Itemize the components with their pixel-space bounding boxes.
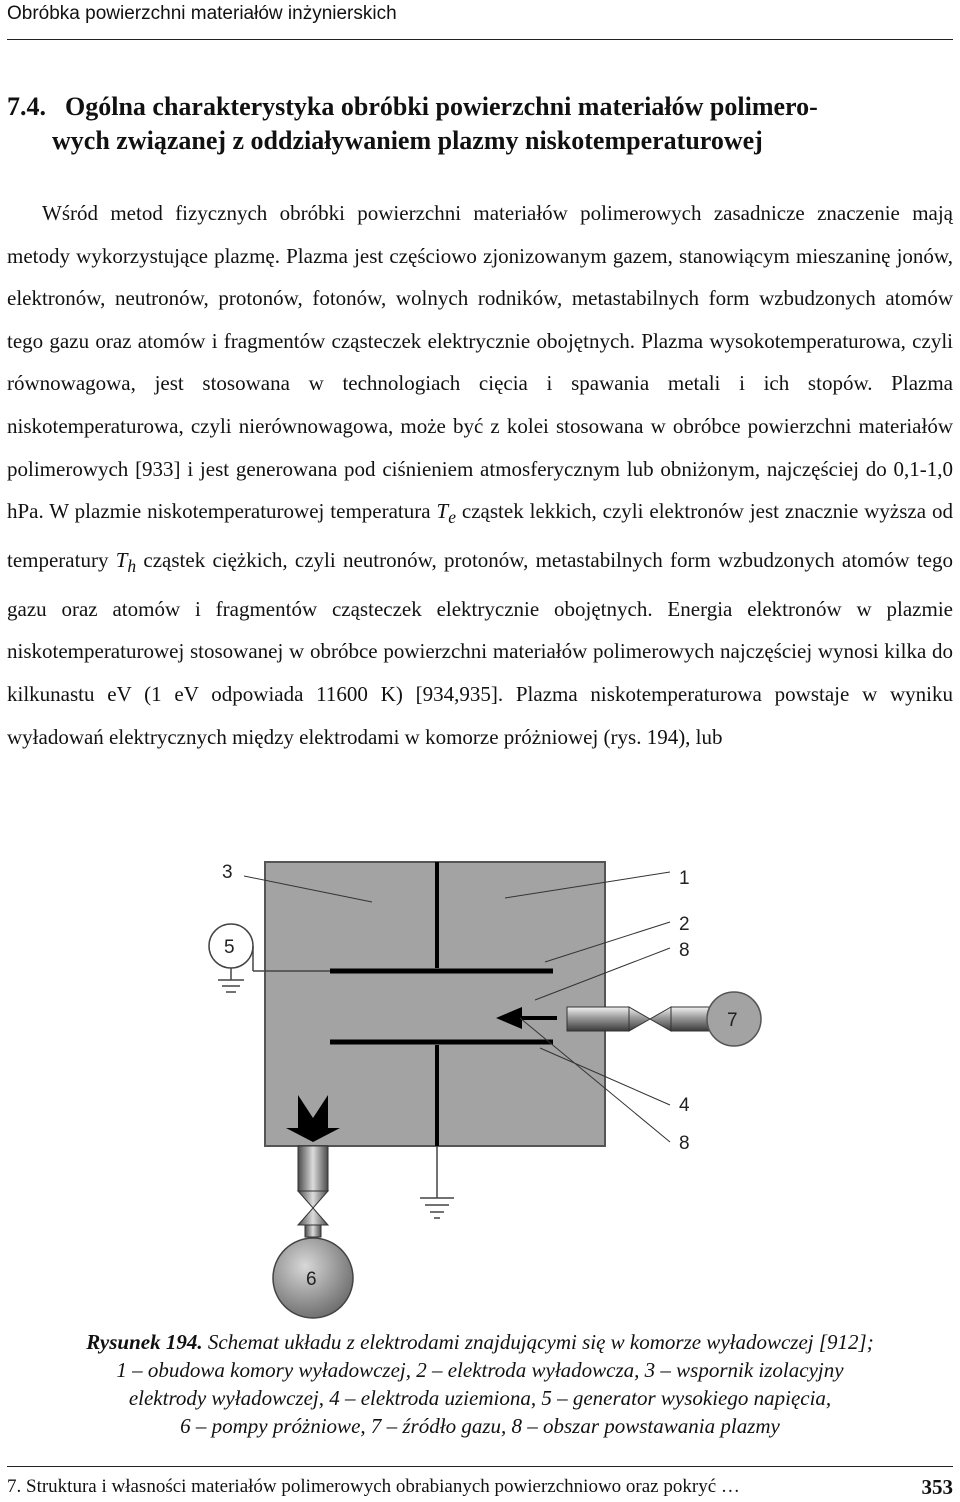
te-subscript: e [448, 507, 456, 528]
page-footer [7, 1466, 953, 1499]
pump-pipe-lower [305, 1225, 321, 1237]
caption-label: Rysunek 194. [86, 1330, 203, 1354]
paragraph-part1: Wśród metod fizycznych obróbki powierzchni materiałów polimerowych zasadnicze znaczenie mają metody wykorzystujące plazmę. Plazma jest częściowo zjonizowanym gazem, stanowiącym mieszaninę jonów, elektronów, neutronów, protonów, fotonów, wolnych rodników, metastabilnych form wzbudzonych atomów tego gazu oraz atomów i fragmentów cząsteczek elektrycznie obojętnych. Plazma wysokotemperaturowa, czyli równowagowa, jest stosowana w technologiach cięcia i spawania metali i ich stopów. Plazma niskotemperaturowa, czyli nierównowagowa, może być z kolei stosowana w obróbce powierzchni materiałów polimerowych [933] i jest generowana pod ciśnieniem atmosferycznym lub obniżonym, najczęściej do 0,1-1,0 hPa. W plazmie niskotemperaturowej temperatura [7, 201, 953, 524]
gas-source-cylinder [567, 1007, 629, 1031]
section-heading [7, 90, 953, 158]
gas-valve-2 [650, 1007, 671, 1031]
paragraph-part3: cząstek ciężkich, czyli neutronów, protonów, metastabilnych form wzbudzonych atomów tego gazu oraz atomów i fragmentów cząsteczek elektrycznie obojętnych. Energia elektronów w plazmie niskotemperaturowej stosowanej w obróbce powierzchni materiałów polimerowych najczęściej wynosi kilka do kilkunastu eV (1 eV odpowiada 11600 K) [934,935]. Plazma niskotemperaturowa powstaje w wyniku wyładowań elektrycznych między elektrodami w komorze próżniowej (rys. 194), lub [7, 547, 953, 749]
label-5: 5 [224, 937, 235, 958]
caption-line1: Schemat układu z elektrodami znajdującymi się w komorze wyładowczej [912]; [202, 1330, 874, 1354]
label-8-bottom: 8 [679, 1133, 690, 1154]
figure-caption [10, 1328, 950, 1440]
section-title-line1: Ogólna charakterystyka obróbki powierzchni materiałów polimero- [65, 92, 818, 121]
label-3: 3 [222, 862, 233, 883]
th-symbol: $T_h$ [115, 547, 137, 577]
page-number: 353 [921, 1475, 953, 1499]
label-2: 2 [679, 914, 690, 935]
running-header [7, 2, 953, 40]
label-6: 6 [306, 1269, 317, 1290]
section-number: 7.4. [7, 92, 46, 121]
te-symbol: $T_e$ [436, 499, 456, 528]
footer-chapter: 7. Struktura i własności materiałów polimerowych obrabianych powierzchniowo oraz pokryć … [7, 1476, 740, 1497]
label-4: 4 [679, 1095, 690, 1116]
pump-pipe [298, 1146, 328, 1191]
pump-valve [298, 1191, 328, 1208]
pump-valve-2 [298, 1208, 328, 1225]
chamber-diagram [0, 850, 960, 1320]
section-title-line2: wych związanej z oddziaływaniem plazmy niskotemperaturowej [52, 126, 763, 155]
label-1: 1 [679, 868, 690, 889]
label-8-top: 8 [679, 940, 690, 961]
figure-194 [0, 850, 960, 1320]
caption-line3: elektrody wyładowczej, 4 – elektroda uziemiona, 5 – generator wysokiego napięcia, [128, 1386, 832, 1410]
body-paragraph [7, 192, 953, 758]
th-subscript: h [127, 556, 137, 577]
label-7: 7 [727, 1010, 738, 1031]
running-title: Obróbka powierzchni materiałów inżynierskich [7, 3, 397, 24]
hv-ground-symbol [218, 980, 244, 992]
paragraph-part2: cząstek lekkich, czyli elektronów jest znacznie wyższa od temperatury [7, 499, 953, 572]
caption-line2: 1 – obudowa komory wyładowczej, 2 – elektroda wyładowcza, 3 – wspornik izolacyjny [116, 1358, 844, 1382]
caption-line4: 6 – pompy próżniowe, 7 – źródło gazu, 8 – obszar powstawania plazmy [180, 1414, 780, 1438]
gas-valve [629, 1007, 650, 1031]
ground-symbol [420, 1198, 454, 1218]
